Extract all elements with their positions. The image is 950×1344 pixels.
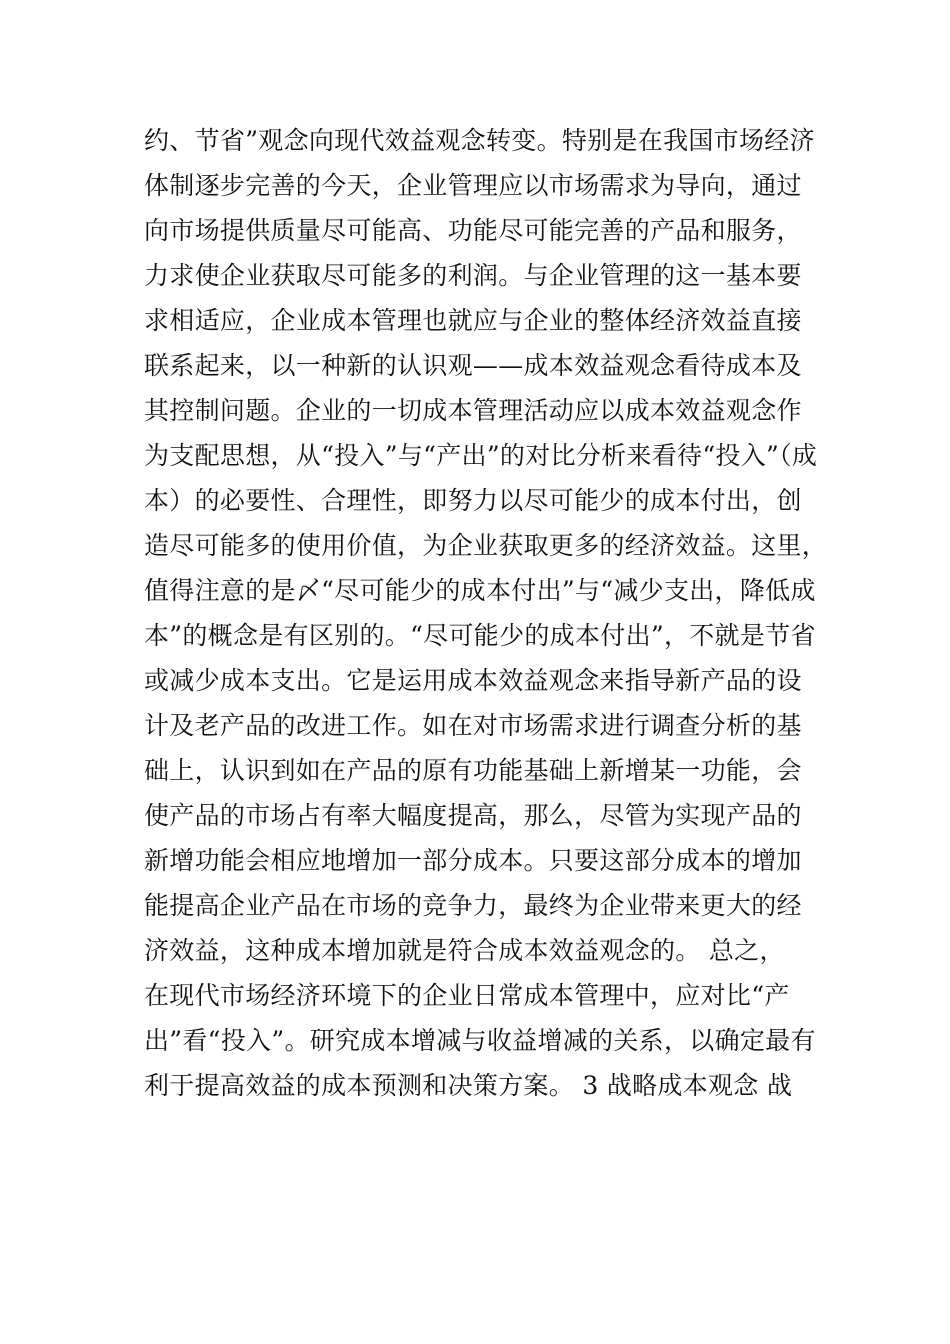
text-line: 联系起来，以一种新的认识观——成本效益观念看待成本及 <box>144 351 802 380</box>
text-line: 能提高企业产品在市场的竞争力，最终为企业带来更大的经 <box>144 891 802 920</box>
text-line: 或减少成本支出。它是运用成本效益观念来指导新产品的设 <box>144 666 802 695</box>
text-line: 在现代市场经济环境下的企业日常成本管理中，应对比“产 <box>144 981 790 1010</box>
text-line: 新增功能会相应地增加一部分成本。只要这部分成本的增加 <box>144 846 802 875</box>
text-line: 础上，认识到如在产品的原有功能基础上新增某一功能，会 <box>144 756 802 785</box>
text-line: 其控制问题。企业的一切成本管理活动应以成本效益观念作 <box>144 396 802 425</box>
text-line: 使产品的市场占有率大幅度提高，那么，尽管为实现产品的 <box>144 801 802 830</box>
text-line: 本）的必要性、合理性，即努力以尽可能少的成本付出，创 <box>144 486 802 515</box>
text-line: 利于提高效益的成本预测和决策方案。 3 战略成本观念 战 <box>144 1071 793 1100</box>
text-line: 计及老产品的改进工作。如在对市场需求进行调查分析的基 <box>144 711 802 740</box>
text-line: 造尽可能多的使用价值，为企业获取更多的经济效益。这里， <box>144 531 828 560</box>
body-text <box>144 118 828 1108</box>
text-line: 求相适应，企业成本管理也就应与企业的整体经济效益直接 <box>144 306 802 335</box>
text-line: 济效益，这种成本增加就是符合成本效益观念的。 总之， <box>144 936 785 965</box>
text-line: 为支配思想，从“投入”与“产出”的对比分析来看待“投入”（成 <box>144 441 818 470</box>
text-line: 值得注意的是〆“尽可能少的成本付出”与“减少支出，降低成 <box>144 576 816 605</box>
text-line: 出”看“投入”。研究成本增减与收益增减的关系，以确定最有 <box>144 1026 816 1055</box>
text-line: 向市场提供质量尽可能高、功能尽可能完善的产品和服务， <box>144 216 802 245</box>
text-line: 力求使企业获取尽可能多的利润。与企业管理的这一基本要 <box>144 261 802 290</box>
text-line: 本”的概念是有区别的。“尽可能少的成本付出”，不就是节省 <box>144 621 816 650</box>
text-line: 体制逐步完善的今天，企业管理应以市场需求为导向，通过 <box>144 171 802 200</box>
text-line: 约、节省”观念向现代效益观念转变。特别是在我国市场经济 <box>144 126 815 155</box>
